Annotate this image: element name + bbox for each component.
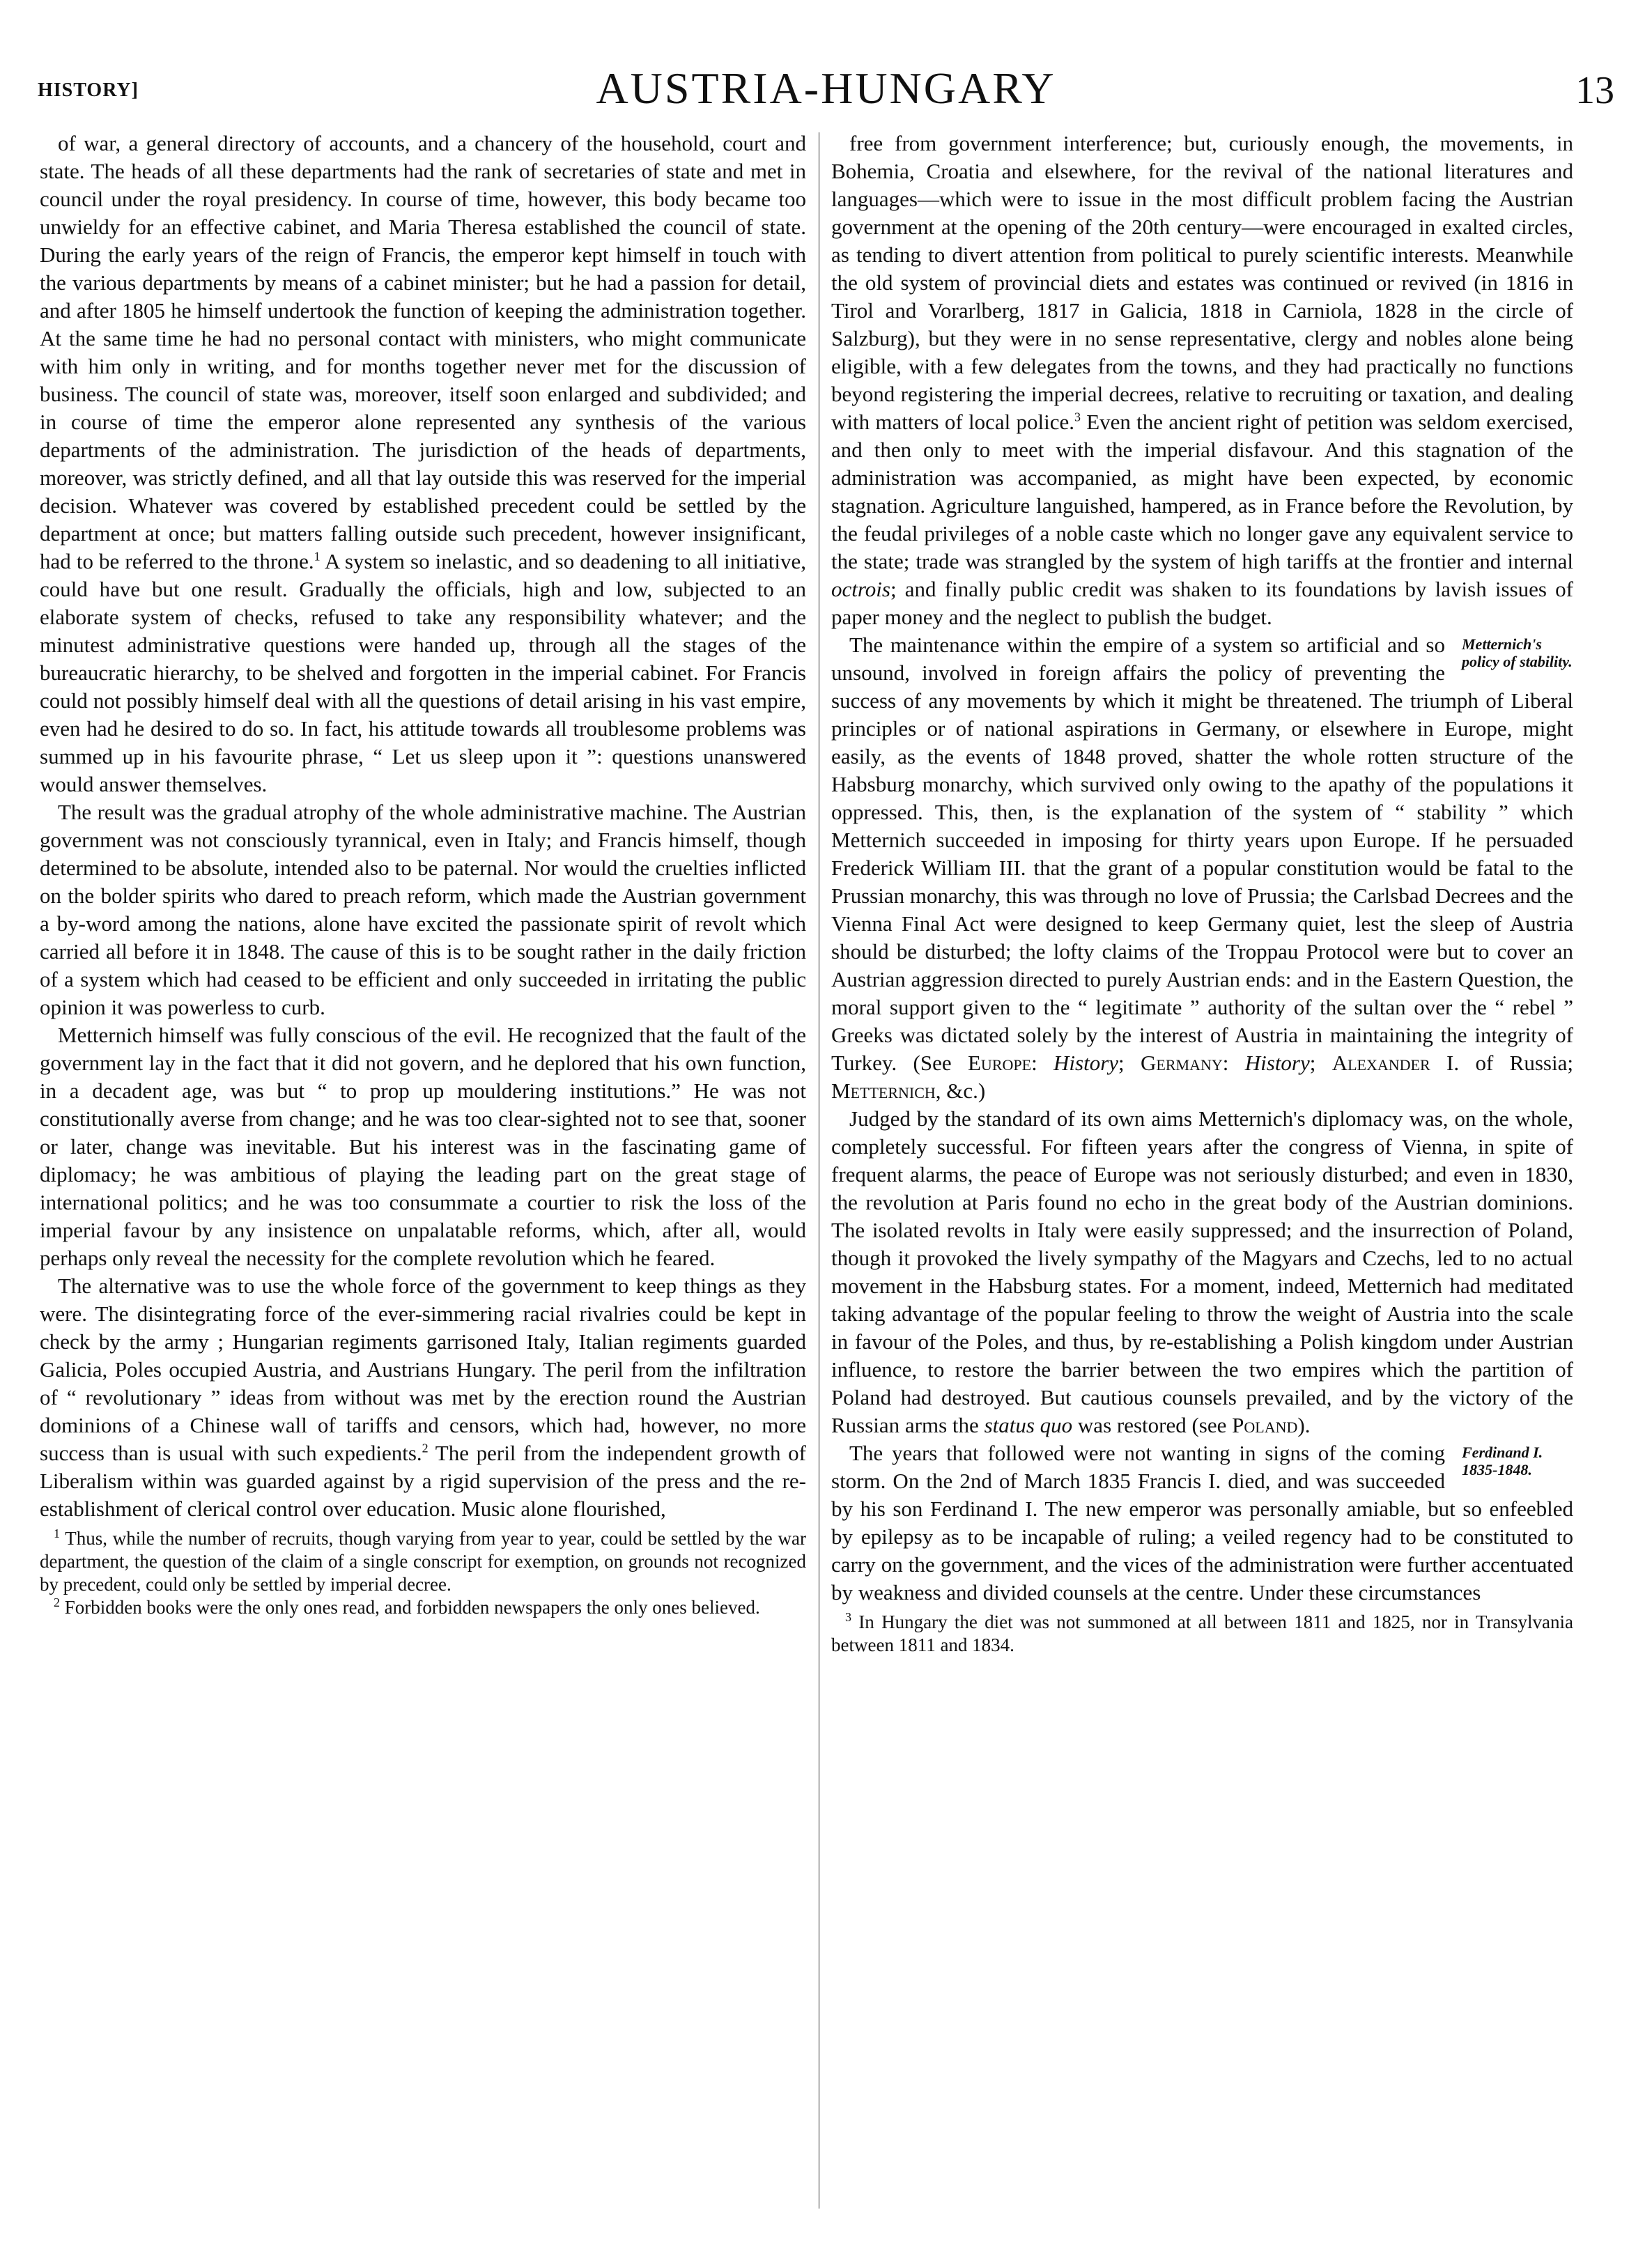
paragraph: Ferdinand I. 1835-1848. The years that followed were not wanting in signs of the coming storm. On the 2nd of March 1835 Francis I. died, and was succeeded by his son Ferdinand I. The new emperor was personally amiable, but so enfeebled by epilepsy as to be incapable of ruling; a veiled regency had to be constituted to carry on the government, and the vices of the administration were further accentuated by weakness and divided counsels at the centre. Under these circumstances	[831, 1441, 1573, 1605]
cross-reference-link[interactable]: Europe	[968, 1051, 1032, 1075]
page-title: AUSTRIA-HUNGARY	[596, 63, 1056, 113]
paragraph: Judged by the standard of its own aims Metternich's diplomacy was, on the whole, completely successful. For fifteen years after the congress of Vienna, in spite of frequent alarms, the peace of Europe was not seriously disturbed; and even in 1830, the revolution at Paris found no echo in the great body of the Austrian dominions. The isolated revolts in Italy were easily suppressed; and the insurrection of Poland, though it provoked the lively sympathy of the Magyars and Czechs, led to no actual movement in the Habsburg states. For a moment, indeed, Metternich had meditated taking advantage of the popular feeling to throw the weight of Austria into the scale in favour of the Poles, and thus, by re-establishing a Polish kingdom under Austrian influence, to restore the barrier between the two empires which the partition of Poland had destroyed. But cautious counsels prevailed, and by the victory of the Russian arms the status quo was restored (see Poland).	[831, 1106, 1573, 1437]
paragraph: of war, a general directory of accounts, and a chancery of the household, court and state. The heads of all these departments had the rank of secretaries of state and met in council under the royal presidency. In course of time, however, this body became too unwieldy for an effective cabinet, and Maria Theresa established the council of state. During the early years of the reign of Francis, the emperor kept himself in touch with the various departments by means of a cabinet minister; but he had a passion for detail, and after 1805 he himself undertook the function of keeping the administration together. At the same time he had no personal contact with ministers, who might communicate with him only in writing, and for months together never met for the discussion of business. The council of state was, moreover, itself soon enlarged and subdivided; and in course of time the emperor alone represented any synthesis of the various departments of the administration. The jurisdiction of the heads of departments, moreover, was strictly defined, and all that lay outside this was reserved for the imperial decision. Whatever was covered by established precedent could be settled by the department at once; but matters falling outside such precedent, however insignificant, had to be referred to the throne.$^1$ A system so inelastic, and so deadening to all initiative, could have but one result. Gradually the officials, high and low, subjected to an elaborate system of checks, refused to take any responsibility whatever; and the minutest administrative questions were handed up, through all the stages of the bureaucratic hierarchy, to be shelved and forgotten in the imperial cabinet. For Francis could not possibly himself deal with all the questions of detail arising in his vast empire, even had he desired to do so. In fact, his attitude towards all troublesome problems was summed up in his favourite phrase, “ Let us sleep upon it ”: questions unanswered would answer themselves.	[40, 131, 806, 796]
paragraph: The result was the gradual atrophy of the whole administrative machine. The Austrian government was not consciously tyrannical, even in Italy; and Francis himself, though determined to be absolute, intended also to be paternal. Nor would the cruelties inflicted on the bolder spirits who dared to preach reform, which made the Austrian government a by-word among the nations, alone have excited the passionate spirit of revolt which carried all before it in 1848. The cause of this is to be sought rather in the daily friction of a system which had ceased to be efficient and only succeeded in irritating the public opinion it was powerless to curb.	[40, 800, 806, 1019]
cross-reference-link[interactable]: Alexander	[1331, 1051, 1430, 1075]
running-header	[38, 63, 1614, 118]
cross-reference-link[interactable]: Germany	[1141, 1051, 1223, 1075]
cross-reference-link[interactable]: Metternich	[831, 1079, 936, 1103]
paragraph: Metternich's policy of stability. The maintenance within the empire of a system so artificial and so unsound, involved in foreign affairs the policy of preventing the success of any movements by which it might be threatened. The triumph of Liberal principles or of national aspirations in Germany, or elsewhere in Europe, might easily, as the events of 1848 proved, shatter the whole rotten structure of the Habsburg monarchy, which survived only owing to the apathy of the populations it oppressed. This, then, is the explanation of the system of “ stability ” which Metternich succeeded in imposing for thirty years upon Europe. If he persuaded Frederick William III. that the grant of a popular constitution would be fatal to the Prussian monarchy, this was through no love of Prussia; the Carlsbad Decrees and the Vienna Final Act were designed to keep Germany quiet, lest the sleep of Austria should be disturbed; the lofty claims of the Troppau Protocol were but to cover an Austrian aggression directed to purely Austrian ends: and in the Eastern Question, the moral support given to the “ legitimate ” authority of the sultan over the “ rebel ” Greeks was dictated solely by the interest of Austria in maintaining the integrity of Turkey. (See Europe: History; Germany: History; Alexander I. of Russia; Metternich, &c.)	[831, 633, 1573, 1103]
margin-note: Ferdinand I. 1835-1848.	[1462, 1444, 1543, 1478]
left-column	[40, 130, 806, 1619]
margin-note: Metternich's policy of stability.	[1462, 635, 1573, 670]
footnote: $^1$ Thus, while the number of recruits, though varying from year to year, could be settled by the war department, the question of the claim of a single conscript for exemption, on grounds not recognized by precedent, could only be settled by imperial decree.	[40, 1526, 806, 1595]
footnote: $^2$ Forbidden books were the only ones read, and forbidden newspapers the only ones believed.	[54, 1595, 760, 1618]
footnote: $^3$ In Hungary the diet was not summoned at all between 1811 and 1825, nor in Transylvania between 1811 and 1834.	[831, 1610, 1573, 1655]
footnote-ref[interactable]: 3	[1074, 410, 1081, 424]
right-column	[831, 130, 1573, 1657]
paragraph: The alternative was to use the whole force of the government to keep things as they were. The disintegrating force of the ever-simmering racial rivalries could be kept in check by the army ; Hungarian regiments garrisoned Italy, Italian regiments guarded Galicia, Poles occupied Austria, and Austrians Hungary. The peril from the infiltration of “ revolutionary ” ideas from without was met by the erection round the Austrian dominions of a Chinese wall of tariffs and censors, which had, however, no more success than is usual with such expedients.$^2$ The peril from the independent growth of Liberalism within was guarded against by a rigid supervision of the press and the re-establishment of clerical control over education. Music alone flourished,	[40, 1274, 806, 1521]
paragraph: Metternich himself was fully conscious of the evil. He recognized that the fault of the government lay in the fact that it did not govern, and he deplored that his own function, in a decadent age, was but “ to prop up mouldering institutions.” He was not constitutionally averse from change; and he was too clear-sighted not to see that, sooner or later, change was inevitable. But his interest was in the fascinating game of diplomacy; he was ambitious of playing the leading part on the great stage of international politics; and he was too consummate a courtier to risk the loss of the imperial favour by any insistence on unpalatable reforms, which, after all, would perhaps only reveal the necessity for the complete revolution which he feared.	[40, 1023, 806, 1270]
footnote-ref[interactable]: 2	[422, 1441, 429, 1455]
cross-reference-link[interactable]: Poland	[1232, 1413, 1298, 1437]
page-number: 13	[1575, 69, 1614, 112]
footnote-ref[interactable]: 1	[314, 549, 321, 564]
section-label: HISTORY]	[38, 79, 139, 101]
paragraph: free from government interference; but, curiously enough, the movements, in Bohemia, Croatia and elsewhere, for the revival of the national literatures and languages—which were to issue in the most difficult problem facing the Austrian government at the opening of the 20th century—were encouraged in exalted circles, as tending to divert attention from political to purely scientific interests. Meanwhile the old system of provincial diets and estates was continued or revived (in 1816 in Tirol and Vorarlberg, 1817 in Galicia, 1818 in Carniola, 1828 in the circle of Salzburg), but they were in no sense representative, clergy and nobles alone being eligible, with a few delegates from the towns, and they had practically no functions beyond registering the imperial decrees, relative to recruiting or taxation, and dealing with matters of local police.$^3$ Even the ancient right of petition was seldom exercised, and then only to meet with the imperial disfavour. And this stagnation of the administration was accompanied, as might have been expected, by economic stagnation. Agriculture languished, hampered, as in France before the Revolution, by the feudal privileges of a noble caste which no longer gave any equivalent service to the state; trade was strangled by the system of high tariffs at the frontier and internal octrois; and finally public credit was shaken to its foundations by lavish issues of paper money and the neglect to publish the budget.	[831, 131, 1574, 629]
